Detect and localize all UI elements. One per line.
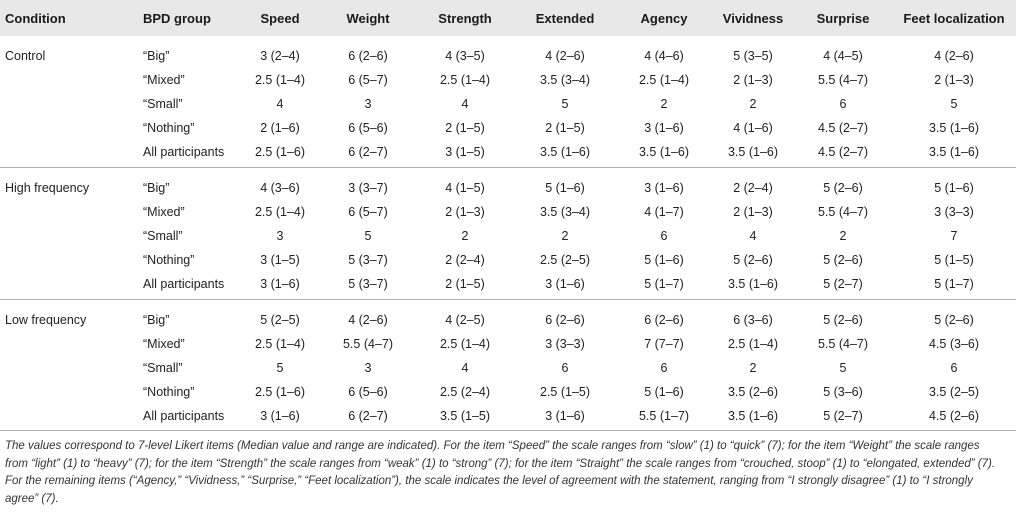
value-cell: 3	[276, 229, 284, 243]
value-cell: 4 (2–6)	[348, 313, 388, 327]
value-cell: 5	[561, 97, 569, 111]
value-cell: 5 (3–6)	[823, 385, 863, 399]
table-row	[0, 409, 1016, 431]
table-footnote: The values correspond to 7-level Likert items (Median value and range are indicated). For the item “Speed” the scale ranges from “slow” (1) to “quick” (7); for the item “Weight” the scale ranges from “light” (1) to “heavy” (7); for the item “Strength” the scale ranges from “weak” (1) to “strong” (7); for the item “Straight” the scale ranges from “crouched, stoop” (1) to “elongated, extended” (7). For the remaining items (“Agency,” “Vividness,” “Surprise,” “Feet localization”), the scale indicates the level of agreement with the statement, ranging from “I strongly disagree” (1) to “I strongly agree” (7).	[5, 440, 996, 505]
value-cell: 3 (1–6)	[260, 277, 300, 291]
value-cell: 5 (1–7)	[934, 277, 974, 291]
value-cell: 6	[660, 229, 668, 243]
value-cell: 3 (1–6)	[260, 409, 300, 423]
value-cell: 4 (4–6)	[644, 49, 684, 63]
table-row	[0, 313, 1016, 335]
value-cell: 2	[839, 229, 847, 243]
bpd-group-cell: “Nothing”	[143, 253, 195, 267]
header-strength: Strength	[438, 11, 492, 26]
value-cell: 4 (1–5)	[445, 181, 485, 195]
value-cell: 5 (2–5)	[260, 313, 300, 327]
table-row	[0, 205, 1016, 227]
value-cell: 2.5 (1–6)	[254, 145, 306, 159]
value-cell: 6 (5–6)	[348, 121, 388, 135]
value-cell: 5.5 (4–7)	[817, 337, 869, 351]
value-cell: 5 (2–6)	[823, 313, 863, 327]
value-cell: 5 (1–5)	[934, 253, 974, 267]
value-cell: 3 (1–5)	[260, 253, 300, 267]
value-cell: 5	[364, 229, 372, 243]
value-cell: 2 (1–5)	[445, 121, 485, 135]
bpd-group-cell: “Nothing”	[143, 385, 195, 399]
value-cell: 5 (1–6)	[644, 385, 684, 399]
value-cell: 5 (1–6)	[545, 181, 585, 195]
value-cell: 4 (1–7)	[644, 205, 684, 219]
value-cell: 6 (3–6)	[733, 313, 773, 327]
bpd-group-cell: “Mixed”	[143, 205, 185, 219]
condition-group	[0, 36, 1016, 168]
header-vividness: Vividness	[722, 11, 784, 26]
header-weight: Weight	[346, 11, 390, 26]
value-cell: 5 (1–6)	[644, 253, 684, 267]
header-speed: Speed	[260, 11, 300, 26]
value-cell: 5 (2–6)	[823, 181, 863, 195]
value-cell: 5 (3–5)	[733, 49, 773, 63]
value-cell: 6 (2–6)	[545, 313, 585, 327]
value-cell: 5 (3–7)	[348, 277, 388, 291]
value-cell: 5.5 (4–7)	[342, 337, 394, 351]
bpd-group-cell: “Big”	[143, 49, 170, 63]
table-row	[0, 121, 1016, 143]
condition-group	[0, 300, 1016, 431]
value-cell: 3 (1–6)	[545, 409, 585, 423]
value-cell: 5	[839, 361, 847, 375]
value-cell: 2 (2–4)	[733, 181, 773, 195]
value-cell: 2 (2–4)	[445, 253, 485, 267]
value-cell: 3.5 (1–6)	[928, 121, 980, 135]
value-cell: 2	[749, 97, 757, 111]
value-cell: 6 (5–6)	[348, 385, 388, 399]
value-cell: 4.5 (2–7)	[817, 145, 869, 159]
header-extended: Extended	[535, 11, 595, 26]
value-cell: 4.5 (2–7)	[817, 121, 869, 135]
value-cell: 4 (3–6)	[260, 181, 300, 195]
value-cell: 5.5 (4–7)	[817, 205, 869, 219]
value-cell: 2.5 (1–4)	[439, 73, 491, 87]
value-cell: 6 (2–6)	[644, 313, 684, 327]
value-cell: 2	[749, 361, 757, 375]
value-cell: 3	[364, 97, 372, 111]
bpd-group-cell: “Nothing”	[143, 121, 195, 135]
value-cell: 6 (2–6)	[348, 49, 388, 63]
value-cell: 3	[364, 361, 372, 375]
table-row	[0, 73, 1016, 95]
value-cell: 5	[950, 97, 958, 111]
value-cell: 5.5 (1–7)	[638, 409, 690, 423]
value-cell: 6 (5–7)	[348, 73, 388, 87]
bpd-group-cell: All participants	[143, 277, 225, 291]
header-condition: Condition	[5, 11, 66, 26]
value-cell: 3.5 (3–4)	[539, 73, 591, 87]
value-cell: 2.5 (1–5)	[539, 385, 591, 399]
value-cell: 5	[276, 361, 284, 375]
value-cell: 4 (4–5)	[823, 49, 863, 63]
value-cell: 5 (2–6)	[823, 253, 863, 267]
value-cell: 4 (2–6)	[934, 49, 974, 63]
table-row	[0, 145, 1016, 167]
header-surprise: Surprise	[816, 11, 870, 26]
value-cell: 2 (1–6)	[260, 121, 300, 135]
value-cell: 4	[276, 97, 284, 111]
value-cell: 5 (2–7)	[823, 409, 863, 423]
bpd-group-cell: All participants	[143, 145, 225, 159]
value-cell: 3.5 (1–6)	[928, 145, 980, 159]
value-cell: 7	[950, 229, 958, 243]
value-cell: 2.5 (1–4)	[638, 73, 690, 87]
table-header	[0, 0, 1016, 36]
value-cell: 5 (2–7)	[823, 277, 863, 291]
header-bpd-group: BPD group	[143, 11, 211, 26]
value-cell: 3.5 (1–6)	[539, 145, 591, 159]
value-cell: 6	[660, 361, 668, 375]
value-cell: 3.5 (2–5)	[928, 385, 980, 399]
table-row	[0, 181, 1016, 203]
value-cell: 4 (2–5)	[445, 313, 485, 327]
value-cell: 6 (2–7)	[348, 145, 388, 159]
value-cell: 3.5 (1–6)	[727, 409, 779, 423]
header-feet-localization: Feet localization	[903, 11, 1005, 26]
value-cell: 4	[461, 361, 469, 375]
condition-label: Low frequency	[5, 313, 87, 327]
table-row	[0, 49, 1016, 71]
value-cell: 3 (1–6)	[644, 181, 684, 195]
value-cell: 5 (3–7)	[348, 253, 388, 267]
value-cell: 2 (1–3)	[733, 205, 773, 219]
value-cell: 3 (3–3)	[934, 205, 974, 219]
value-cell: 2	[660, 97, 668, 111]
table-row	[0, 229, 1016, 251]
value-cell: 5 (1–6)	[934, 181, 974, 195]
value-cell: 3 (3–3)	[545, 337, 585, 351]
value-cell: 2 (1–5)	[545, 121, 585, 135]
value-cell: 2.5 (1–4)	[254, 337, 306, 351]
value-cell: 3 (1–6)	[644, 121, 684, 135]
value-cell: 2	[561, 229, 569, 243]
value-cell: 3.5 (3–4)	[539, 205, 591, 219]
value-cell: 3.5 (1–6)	[727, 145, 779, 159]
bpd-group-cell: “Small”	[143, 229, 183, 243]
value-cell: 4	[749, 229, 757, 243]
value-cell: 5 (1–7)	[644, 277, 684, 291]
value-cell: 2.5 (1–4)	[254, 205, 306, 219]
value-cell: 5 (2–6)	[733, 253, 773, 267]
value-cell: 6 (5–7)	[348, 205, 388, 219]
value-cell: 2 (1–3)	[733, 73, 773, 87]
table-row	[0, 97, 1016, 119]
value-cell: 3 (1–5)	[445, 145, 485, 159]
table-row	[0, 253, 1016, 275]
value-cell: 3 (2–4)	[260, 49, 300, 63]
value-cell: 3 (1–6)	[545, 277, 585, 291]
bpd-group-cell: “Mixed”	[143, 73, 185, 87]
bpd-group-cell: “Mixed”	[143, 337, 185, 351]
bpd-group-cell: “Big”	[143, 313, 170, 327]
bpd-group-cell: “Big”	[143, 181, 170, 195]
value-cell: 4	[461, 97, 469, 111]
bpd-group-cell: All participants	[143, 409, 225, 423]
value-cell: 6	[950, 361, 958, 375]
table-row	[0, 277, 1016, 299]
table-row	[0, 337, 1016, 359]
value-cell: 5.5 (4–7)	[817, 73, 869, 87]
value-cell: 3.5 (1–5)	[439, 409, 491, 423]
bpd-group-cell: “Small”	[143, 361, 183, 375]
value-cell: 4 (2–6)	[545, 49, 585, 63]
condition-label: High frequency	[5, 181, 90, 195]
value-cell: 5 (2–6)	[934, 313, 974, 327]
table-row	[0, 385, 1016, 407]
table-body	[0, 36, 1016, 431]
value-cell: 2 (1–5)	[445, 277, 485, 291]
value-cell: 2.5 (1–4)	[254, 73, 306, 87]
header-agency: Agency	[640, 11, 688, 26]
value-cell: 4.5 (2–6)	[928, 409, 980, 423]
value-cell: 4 (3–5)	[445, 49, 485, 63]
value-cell: 6	[561, 361, 569, 375]
value-cell: 4 (1–6)	[733, 121, 773, 135]
value-cell: 2 (1–3)	[934, 73, 974, 87]
bpd-group-cell: “Small”	[143, 97, 183, 111]
value-cell: 2	[461, 229, 469, 243]
value-cell: 3.5 (1–6)	[638, 145, 690, 159]
value-cell: 3 (3–7)	[348, 181, 388, 195]
value-cell: 7 (7–7)	[644, 337, 684, 351]
value-cell: 2.5 (2–5)	[539, 253, 591, 267]
value-cell: 2.5 (1–4)	[439, 337, 491, 351]
value-cell: 6	[839, 97, 847, 111]
table-row	[0, 361, 1016, 383]
value-cell: 4.5 (3–6)	[928, 337, 980, 351]
value-cell: 2.5 (1–6)	[254, 385, 306, 399]
value-cell: 3.5 (1–6)	[727, 277, 779, 291]
value-cell: 6 (2–7)	[348, 409, 388, 423]
value-cell: 2.5 (1–4)	[727, 337, 779, 351]
condition-label: Control	[5, 49, 46, 63]
value-cell: 3.5 (2–6)	[727, 385, 779, 399]
value-cell: 2 (1–3)	[445, 205, 485, 219]
condition-group	[0, 168, 1016, 300]
value-cell: 2.5 (2–4)	[439, 385, 491, 399]
